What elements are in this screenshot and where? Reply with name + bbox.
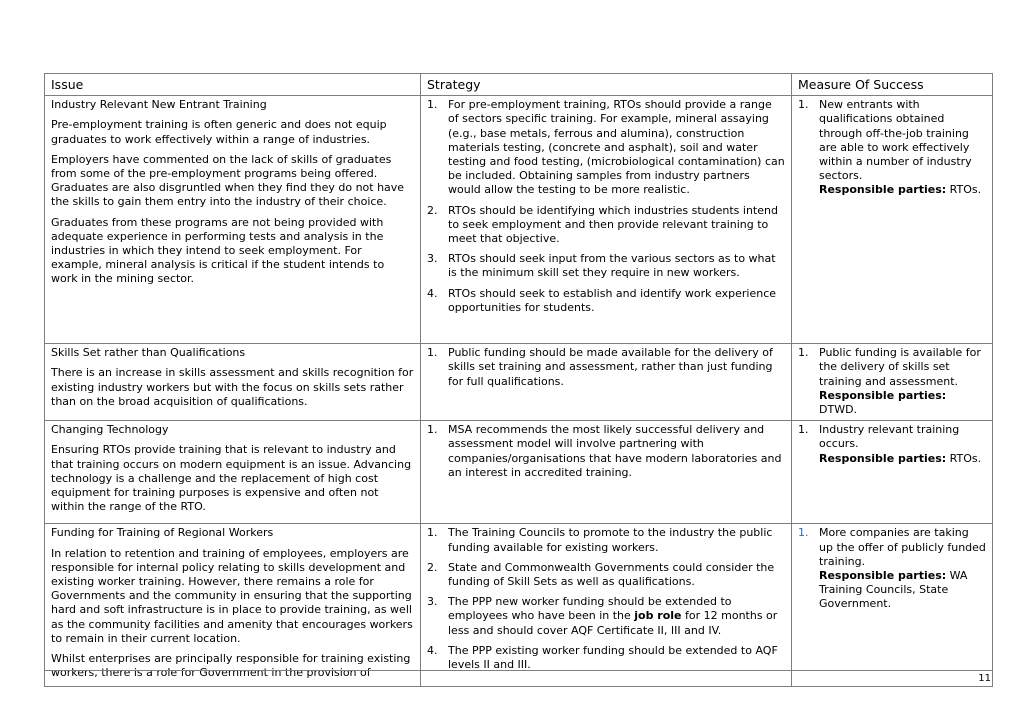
issue-cell (45, 344, 421, 421)
strategy-list (427, 526, 785, 672)
strategy-item (427, 595, 785, 638)
header-strategy: Strategy (421, 74, 792, 96)
strategy-item (427, 204, 785, 247)
issue-paragraph: Employers have commented on the lack of skills of graduates from some of the pre-employment programs being offered. Graduates are also disgruntled when they find they do not have the skills to gain them entry into the industry of their choice. (51, 152, 405, 209)
item-number: 2. (427, 560, 438, 574)
responsible-label: Responsible parties: (819, 388, 947, 402)
table-row (45, 524, 993, 687)
strategy-item (427, 526, 785, 554)
page-number: 11 (978, 673, 991, 684)
strategy-cell (421, 421, 792, 524)
measure-cell (792, 524, 993, 687)
item-number: 1. (798, 423, 809, 437)
issue-cell (45, 96, 421, 344)
item-text: RTOs should seek input from the various sectors as to what is the minimum skill set they require in new workers. (448, 252, 776, 280)
strategy-item (427, 561, 785, 589)
item-text: RTOs should be identifying which industries students intend to seek employment and then provide relevant training to meet that objective. (448, 203, 778, 246)
item-text-bold: job role (634, 609, 682, 623)
strategy-list (427, 98, 785, 315)
measure-cell (792, 421, 993, 524)
item-text: MSA recommends the most likely successful delivery and assessment model will involve partnering with companies/organisations that have modern laboratories and an interest in accredited training. (448, 423, 782, 479)
strategy-item (427, 98, 785, 197)
table-header-row (45, 74, 993, 96)
item-number: 2. (427, 203, 438, 217)
measure-item (798, 423, 986, 466)
item-number: 1. (427, 98, 438, 112)
measure-cell (792, 96, 993, 344)
issue-paragraph: In relation to retention and training of employees, employers are responsible for internal policy relating to skills development and existing worker training. However, there remains a role for Governments and the community in ensuring that the supporting hard and soft infrastructure is in place to provide training, as well as the community facilities and amenity that encourages workers to remain in their current location. (51, 546, 413, 645)
responsible-label: Responsible parties: (819, 451, 947, 465)
item-number: 1. (427, 346, 438, 360)
measure-list (798, 346, 986, 417)
measure-list (798, 526, 986, 611)
issue-paragraph: Ensuring RTOs provide training that is relevant to industry and that training occurs on modern equipment is an issue. Advancing technology is a challenge and the replacement of high cost equipment for training purposes is expensive and often not within the range of the RTO. (51, 443, 412, 514)
item-text: New entrants with qualifications obtained through off-the-job training are able to work effectively within a number of industry sectors. (819, 98, 972, 183)
item-text: The PPP existing worker funding should be extended to AQF levels II and III. (448, 643, 778, 672)
strategy-cell (421, 344, 792, 421)
strategy-item (427, 644, 785, 672)
responsible-value: WA Training Councils, State Government. (819, 569, 968, 611)
item-text: Public funding is available for the delivery of skills set training and assessment. (819, 346, 981, 388)
measure-item (798, 98, 986, 197)
strategy-item (427, 287, 785, 315)
item-number: 1. (798, 346, 809, 360)
responsible-label: Responsible parties: (819, 183, 947, 197)
strategy-item (427, 423, 785, 480)
responsible-value: DTWD. (819, 403, 858, 417)
item-number: 1. (427, 423, 438, 437)
item-number: 1. (427, 526, 438, 540)
issue-title: Changing Technology (51, 423, 169, 437)
issue-cell (45, 524, 421, 687)
item-text: State and Commonwealth Governments could consider the funding of Skill Sets as well as qualifications. (448, 560, 775, 589)
strategy-cell (421, 96, 792, 344)
item-text: For pre-employment training, RTOs should provide a range of sectors specific training. For example, mineral assaying (e.g., base metals, ferrous and alumina), construction materials testing, (concrete and asphalt), soil and water testing and food testing, (microbiological contamination) can be included. Obtaining samples from industry partners would allow the testing to be more realistic. (448, 98, 785, 197)
responsible-value: RTOs. (949, 183, 982, 197)
issues-table (44, 73, 993, 687)
table-row (45, 421, 993, 524)
issue-title: Funding for Training of Regional Workers (51, 526, 274, 540)
measure-list (798, 98, 986, 197)
issue-paragraph: Graduates from these programs are not being provided with adequate experience in performing tests and analysis in the industries in which they intend to seek employment. For example, mineral analysis is critical if the student intends to work in the mining sector. (51, 215, 385, 286)
item-number: 4. (427, 643, 438, 657)
item-number: 1. (798, 98, 809, 112)
strategy-list (427, 346, 785, 389)
measure-cell (792, 344, 993, 421)
issue-cell (45, 421, 421, 524)
item-number: 1. (798, 526, 809, 540)
strategy-item (427, 346, 785, 389)
measure-item (798, 526, 986, 611)
table-row (45, 96, 993, 344)
issue-cell-clip (51, 526, 414, 683)
measure-item (798, 346, 986, 417)
item-text-pre: The PPP new worker funding should be extended to employees who have been in the (448, 595, 732, 623)
issue-paragraph: There is an increase in skills assessment and skills recognition for existing industry workers but with the focus on skills sets rather than on the broad acquisition of qualifications. (51, 366, 414, 408)
strategy-cell (421, 524, 792, 687)
item-text: The Training Councils to promote to the industry the public funding available for existing workers. (448, 526, 773, 554)
item-text: More companies are taking up the offer of publicly funded training. (819, 526, 986, 568)
responsible-value: RTOs. (949, 451, 982, 465)
table-row (45, 344, 993, 421)
responsible-label: Responsible parties: (819, 569, 947, 583)
issue-title: Industry Relevant New Entrant Training (51, 98, 267, 112)
item-text: RTOs should seek to establish and identify work experience opportunities for students. (448, 286, 777, 314)
strategy-list (427, 423, 785, 480)
issue-paragraph: Whilst enterprises are principally responsible for training existing workers, there is a role for Government in the provision of (51, 652, 411, 680)
item-number: 3. (427, 252, 438, 266)
issue-title: Skills Set rather than Qualifications (51, 346, 246, 360)
item-number: 4. (427, 286, 438, 300)
item-text: Public funding should be made available for the delivery of skills set training and assessment, rather than just funding for full qualifications. (448, 346, 773, 388)
item-text-post: for 12 months or less and should cover AQF Certificate II, III and IV. (448, 609, 778, 637)
strategy-item (427, 252, 785, 280)
footer-rule (44, 670, 992, 671)
header-issue: Issue (45, 74, 421, 96)
issue-paragraph: Pre-employment training is often generic and does not equip graduates to work effectively within a range of industries. (51, 118, 387, 146)
item-text: Industry relevant training occurs. (819, 423, 960, 451)
item-number: 3. (427, 595, 438, 609)
measure-list (798, 423, 986, 466)
header-measure: Measure Of Success (792, 74, 993, 96)
